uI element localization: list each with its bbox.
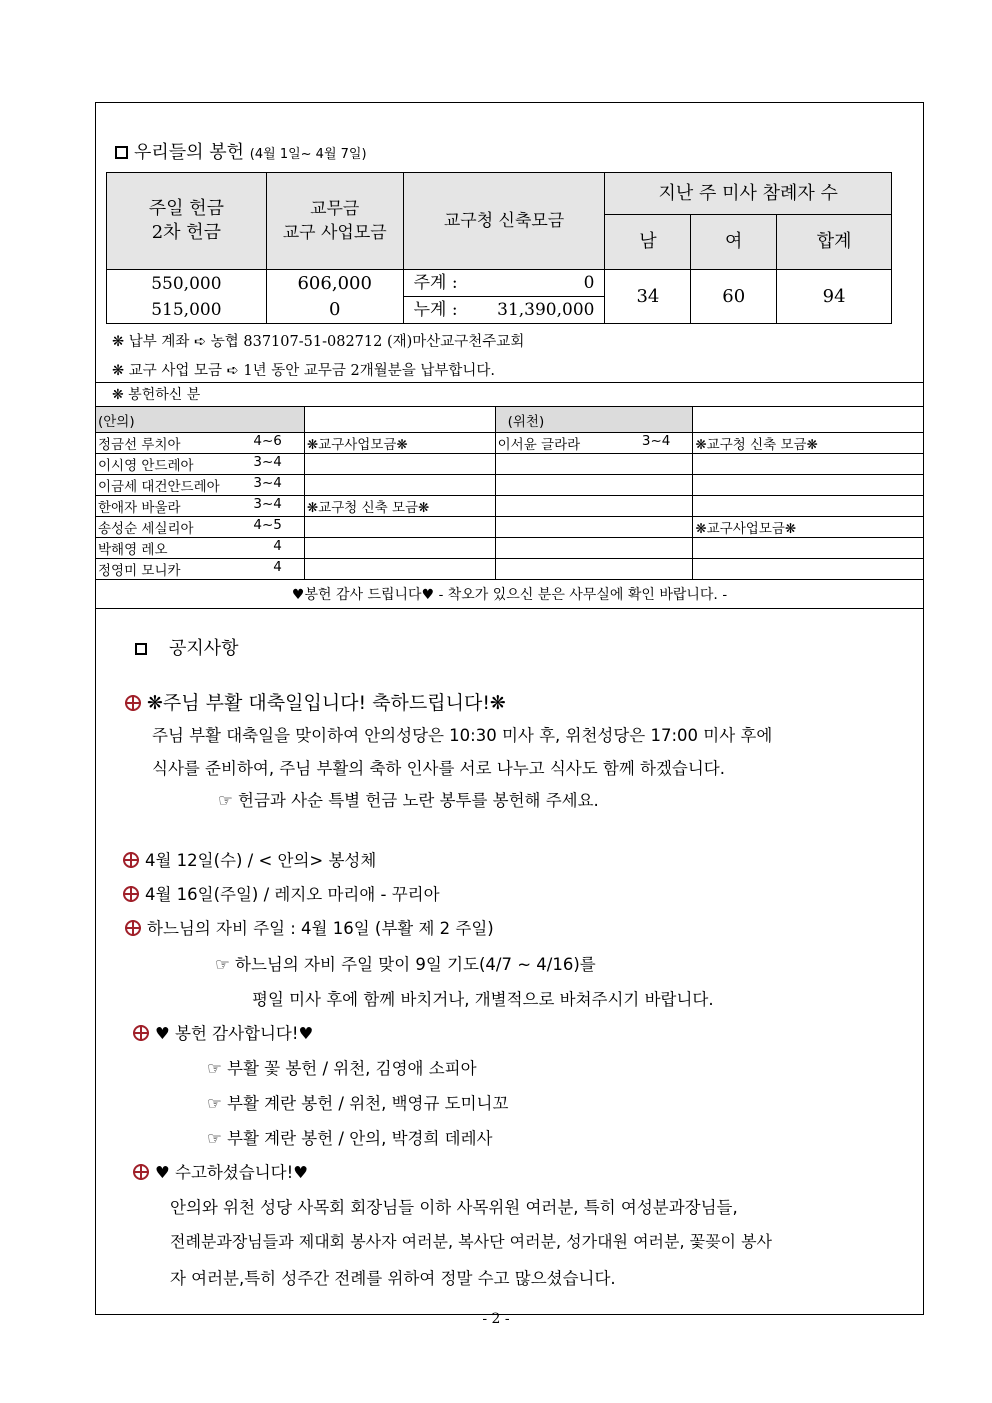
project-note: ❋ 교구 사업 모금 ➪ 1년 동안 교무금 2개월분을 납부합니다. bbox=[112, 363, 495, 379]
anui-donor: 이시영 안드레아 3~4 bbox=[96, 454, 305, 475]
wicheon-donor bbox=[495, 538, 693, 559]
header-cathedral-fund: 교구청 신축모금 bbox=[403, 173, 605, 270]
mercy-line-2: 평일 미사 후에 함께 바치거나, 개별적으로 바쳐주시기 바랍니다. bbox=[252, 990, 714, 1009]
anui-fund bbox=[304, 454, 495, 475]
wicheon-donor bbox=[495, 454, 693, 475]
header-attendance: 지난 주 미사 참례자 수 bbox=[605, 173, 892, 215]
mercy-title: 하느님의 자비 주일 : 4월 16일 (부활 제 2 주일) bbox=[125, 915, 494, 939]
gift-item-2: ☞ 부활 계란 봉헌 / 위천, 백영규 도미니꼬 bbox=[207, 1094, 509, 1113]
page-number: - 2 - bbox=[482, 1311, 510, 1327]
anui-donor: 정금선 루치아 4~6 bbox=[96, 433, 305, 454]
easter-line-1: 주님 부활 대축일을 맞이하여 안의성당은 10:30 미사 후, 위천성당은 17:00 미사 후에 bbox=[152, 726, 773, 745]
anui-donor: 송성순 세실리아 4~5 bbox=[96, 517, 305, 538]
wicheon-fund bbox=[693, 496, 924, 517]
donors-thanks: ♥봉헌 감사 드립니다♥ - 착오가 있으신 분은 사무실에 확인 바랍니다. - bbox=[291, 587, 728, 603]
value-diocese-tax: 606,000 0 bbox=[266, 270, 403, 324]
header-sunday-offering: 주일 헌금 2차 헌금 bbox=[107, 173, 267, 270]
value-sunday-offering: 550,000 515,000 bbox=[107, 270, 267, 324]
donor-row bbox=[96, 538, 924, 559]
anui-fund: ❋교구청 신축 모금❋ bbox=[304, 496, 495, 517]
header-total: 합계 bbox=[777, 215, 892, 270]
wicheon-fund: ❋교구사업모금❋ bbox=[693, 517, 924, 538]
wicheon-fund bbox=[693, 454, 924, 475]
offering-title: 우리들의 봉헌 bbox=[134, 142, 245, 163]
checkbox-square-icon bbox=[115, 146, 128, 159]
notice-section-title: 공지사항 bbox=[135, 634, 239, 660]
thanks-line-3: 자 여러분,특히 성주간 전례를 위하여 정말 수고 많으셨습니다. bbox=[170, 1269, 616, 1288]
donor-row bbox=[96, 496, 924, 517]
cross-icon bbox=[125, 920, 141, 936]
divider bbox=[95, 382, 924, 383]
thanks-line-2: 전례분과장님들과 제대회 봉사자 여러분, 복사단 여러분, 성가대원 여러분, 꽃꽂이 봉사 bbox=[170, 1232, 772, 1251]
wicheon-fund bbox=[693, 559, 924, 580]
empty-cell bbox=[693, 407, 924, 433]
value-male: 34 bbox=[605, 270, 691, 324]
value-total: 94 bbox=[777, 270, 892, 324]
wicheon-fund bbox=[693, 538, 924, 559]
gift-item-1: ☞ 부활 꽃 봉헌 / 위천, 김영애 소피아 bbox=[207, 1059, 477, 1078]
anui-donor: 정영미 모니카 4 bbox=[96, 559, 305, 580]
offering-section-title bbox=[115, 138, 367, 164]
cross-icon bbox=[133, 1025, 149, 1041]
easter-line-3: ☞ 헌금과 사순 특별 헌금 노란 봉투를 봉헌해 주세요. bbox=[218, 791, 599, 810]
easter-line-2: 식사를 준비하여, 주님 부활의 축하 인사를 서로 나누고 식사도 함께 하겠습니다. bbox=[152, 759, 725, 778]
notice-item-1: 4월 12일(수) / < 안의> 봉성체 bbox=[123, 847, 376, 871]
wicheon-donor bbox=[495, 496, 693, 517]
anui-fund bbox=[304, 517, 495, 538]
wicheon-donor bbox=[495, 559, 693, 580]
cross-icon bbox=[125, 695, 141, 711]
donor-row bbox=[96, 559, 924, 580]
value-female: 60 bbox=[691, 270, 777, 324]
empty-cell bbox=[304, 407, 495, 433]
donors-header: ❋ 봉헌하신 분 bbox=[112, 387, 201, 403]
divider bbox=[95, 608, 924, 609]
account-note: ❋ 납부 계좌 ➪ 농협 837107-51-082712 (재)마산교구천주교회 bbox=[112, 334, 525, 350]
cross-icon bbox=[123, 886, 139, 902]
thanks-line-1: 안의와 위천 성당 사목회 회장님들 이하 사목위원 여러분, 특히 여성분과장님들, bbox=[170, 1198, 738, 1217]
donor-row bbox=[96, 454, 924, 475]
gift-item-3: ☞ 부활 계란 봉헌 / 안의, 박경희 데레사 bbox=[207, 1129, 493, 1148]
anui-donor: 한애자 바울라 3~4 bbox=[96, 496, 305, 517]
anui-fund: ❋교구사업모금❋ bbox=[304, 433, 495, 454]
donors-table bbox=[95, 406, 924, 580]
offering-summary-table bbox=[106, 172, 892, 324]
header-diocese-tax: 교무금 교구 사업모금 bbox=[266, 173, 403, 270]
anui-fund bbox=[304, 538, 495, 559]
mercy-line-1: ☞ 하느님의 자비 주일 맞이 9일 기도(4/7 ~ 4/16)를 bbox=[215, 955, 596, 974]
thanks-title: ♥ 수고하셨습니다!♥ bbox=[133, 1159, 308, 1183]
cross-icon bbox=[123, 852, 139, 868]
anui-header: (안의) bbox=[96, 407, 305, 433]
wicheon-fund bbox=[693, 475, 924, 496]
anui-donor: 이금세 대건안드레아 3~4 bbox=[96, 475, 305, 496]
value-cathedral-fund: 주계 : 0 누계 : 31,390,000 bbox=[403, 270, 605, 324]
gift-title: ♥ 봉헌 감사합니다!♥ bbox=[133, 1020, 313, 1044]
header-female: 여 bbox=[691, 215, 777, 270]
header-male: 남 bbox=[605, 215, 691, 270]
wicheon-header: (위천) bbox=[495, 407, 693, 433]
notice-item-2: 4월 16일(주일) / 레지오 마리애 - 꾸리아 bbox=[123, 881, 440, 905]
anui-fund bbox=[304, 475, 495, 496]
donor-row bbox=[96, 517, 924, 538]
offering-period: (4월 1일~ 4월 7일) bbox=[249, 147, 367, 162]
anui-donor: 박해영 레오 4 bbox=[96, 538, 305, 559]
wicheon-donor bbox=[495, 517, 693, 538]
wicheon-fund: ❋교구청 신축 모금❋ bbox=[693, 433, 924, 454]
easter-title: ❋주님 부활 대축일입니다! 축하드립니다!❋ bbox=[125, 688, 506, 715]
donor-row bbox=[96, 475, 924, 496]
checkbox-square-icon bbox=[135, 643, 147, 655]
wicheon-donor bbox=[495, 475, 693, 496]
donor-row bbox=[96, 433, 924, 454]
anui-fund bbox=[304, 559, 495, 580]
cross-icon bbox=[133, 1164, 149, 1180]
wicheon-donor: 이서윤 글라라 3~4 bbox=[495, 433, 693, 454]
